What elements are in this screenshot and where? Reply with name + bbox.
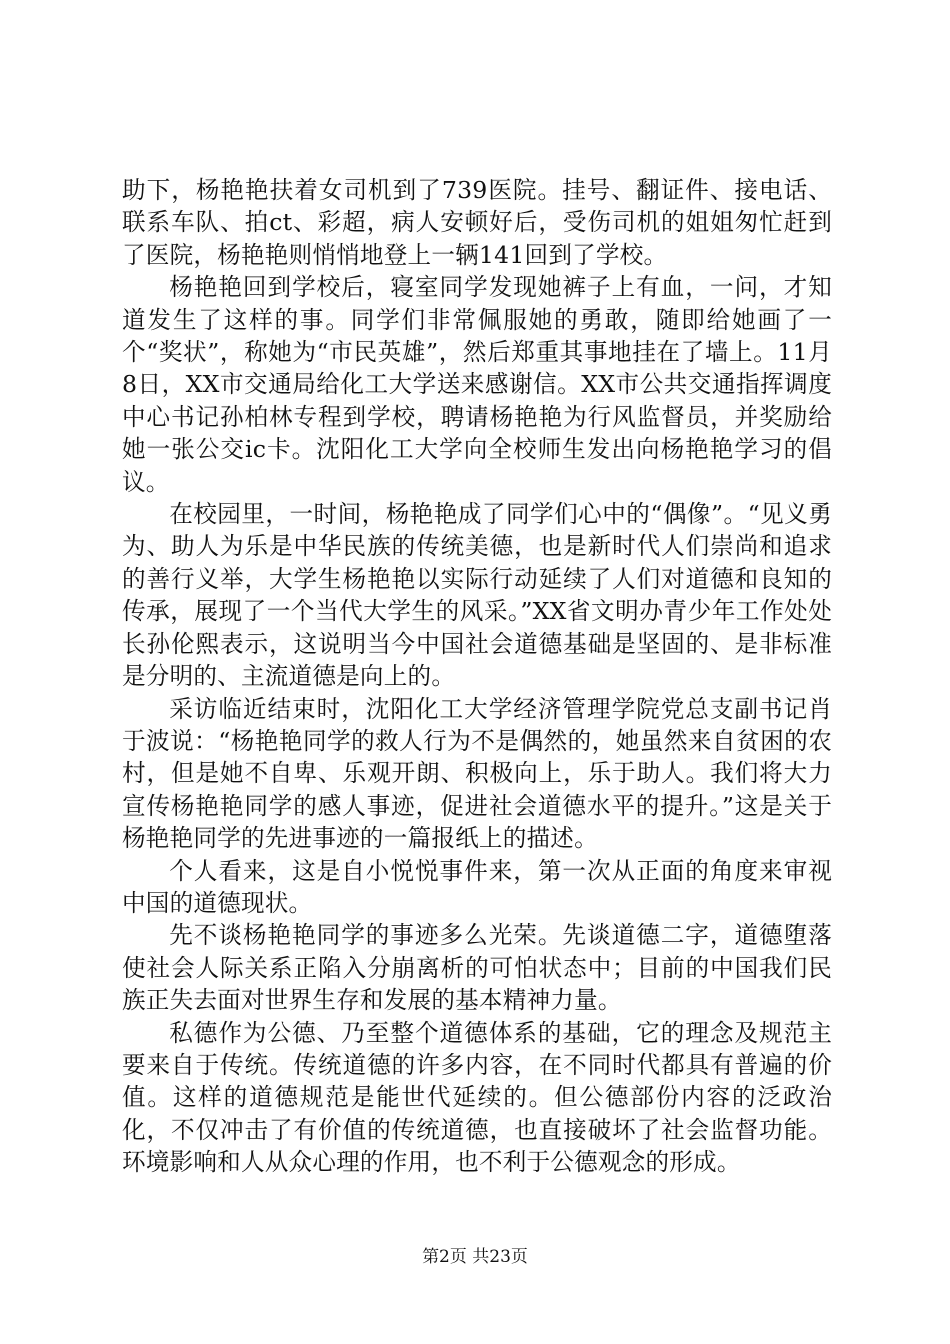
paragraph-3: 在校园里，一时间，杨艳艳成了同学们心中的“偶像”。“见义勇为、助人为乐是中华民族的传统美德，也是新时代人们崇尚和追求的善行义举，大学生杨艳艳以实际行动延续了人们对道德和良知的传承，展现了一个当代大学生的风采。”XX省文明办青少年工作处处长孙伦熙表示，这说明当今中国社会道德基础是坚固的、是非标准是分明的、主流道德是向上的。 [122,500,832,691]
paragraph-7: 私德作为公德、乃至整个道德体系的基础，它的理念及规范主要来自于传统。传统道德的许多内容，在不同时代都具有普遍的价值。这样的道德规范是能世代延续的。但公德部份内容的泛政治化，不仅冲击了有价值的传统道德，也直接破坏了社会监督功能。环境影响和人从众心理的作用，也不利于公德观念的形成。 [122,1018,832,1177]
paragraph-2: 杨艳艳回到学校后，寝室同学发现她裤子上有血，一问，才知道发生了这样的事。同学们非常佩服她的勇敢，随即给她画了一个“奖状”，称她为“市民英雄”，然后郑重其事地挂在了墙上。11月8日，XX市交通局给化工大学送来感谢信。XX市公共交通指挥调度中心书记孙柏林专程到学校，聘请杨艳艳为行风监督员，并奖励给她一张公交ic卡。沈阳化工大学向全校师生发出向杨艳艳学习的倡议。 [122,273,832,496]
paragraph-4: 采访临近结束时，沈阳化工大学经济管理学院党总支副书记肖于波说：“杨艳艳同学的救人行为不是偶然的，她虽然来自贫困的农村，但是她不自卑、乐观开朗、积极向上，乐于助人。我们将大力宣传杨艳艳同学的感人事迹，促进社会道德水平的提升。”这是关于杨艳艳同学的先进事迹的一篇报纸上的描述。 [122,694,832,853]
paragraph-5: 个人看来，这是自小悦悦事件来，第一次从正面的角度来审视中国的道德现状。 [122,856,832,917]
paragraph-1: 助下，杨艳艳扶着女司机到了739医院。挂号、翻证件、接电话、联系车队、拍ct、彩超，病人安顿好后，受伤司机的姐姐匆忙赶到了医院，杨艳艳则悄悄地登上一辆141回到了学校。 [122,176,832,269]
page-number-footer: 第2页 共23页 [422,1247,528,1267]
document-body [122,174,832,1179]
paragraph-6: 先不谈杨艳艳同学的事迹多么光荣。先谈道德二字，道德堕落使社会人际关系正陷入分崩离析的可怕状态中；目前的中国我们民族正失去面对世界生存和发展的基本精神力量。 [122,921,832,1015]
